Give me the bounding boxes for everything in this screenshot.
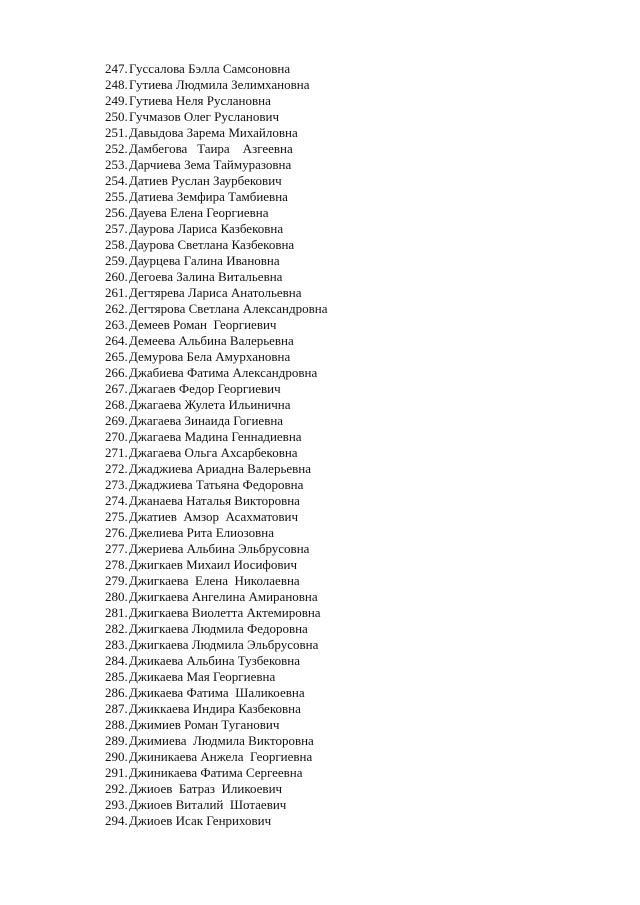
list-item-name: Дауева Елена Георгиевна [129, 205, 269, 220]
list-item-name: Джигкаева Ангелина Амирановна [129, 589, 318, 604]
list-item-number: 294. [105, 813, 128, 828]
list-item-name: Демеева Альбина Валерьевна [129, 333, 294, 348]
list-item-name: Джагаева Ольга Ахсарбековна [129, 445, 298, 460]
list-item-number: 275. [105, 509, 128, 524]
list-item-number: 267. [105, 381, 128, 396]
list-item-name: Демеев Роман Георгиевич [129, 317, 277, 332]
list-item [105, 61, 327, 77]
list-item-number: 276. [105, 525, 128, 540]
list-item [105, 189, 327, 205]
list-item-name: Дегоева Залина Витальевна [129, 269, 283, 284]
list-item-name: Демурова Бела Амурхановна [129, 349, 291, 364]
list-item-number: 289. [105, 733, 128, 748]
list-item-name: Джикаева Мая Георгиевна [129, 669, 276, 684]
list-item [105, 573, 327, 589]
list-item [105, 621, 327, 637]
list-item [105, 637, 327, 653]
list-item-name: Джатиев Амзор Асахматович [129, 509, 298, 524]
list-item-number: 281. [105, 605, 128, 620]
list-item [105, 381, 327, 397]
list-item-number: 269. [105, 413, 128, 428]
list-item [105, 797, 327, 813]
list-item-number: 247. [105, 61, 128, 76]
list-item-number: 280. [105, 589, 128, 604]
list-item-name: Джигкаева Виолетта Актемировна [129, 605, 321, 620]
list-item [105, 717, 327, 733]
list-item [105, 333, 327, 349]
list-item-number: 250. [105, 109, 128, 124]
list-item [105, 125, 327, 141]
list-item-name: Джигкаева Елена Николаевна [129, 573, 300, 588]
list-item-number: 256. [105, 205, 128, 220]
list-item [105, 349, 327, 365]
list-item-name: Джиникаева Анжела Георгиевна [129, 749, 313, 764]
list-item [105, 141, 327, 157]
list-item-name: Даурцева Галина Ивановна [129, 253, 280, 268]
list-item [105, 93, 327, 109]
list-item-name: Джанаева Наталья Викторовна [129, 493, 300, 508]
list-item-number: 282. [105, 621, 128, 636]
list-item-number: 251. [105, 125, 128, 140]
list-item [105, 285, 327, 301]
list-item [105, 749, 327, 765]
list-item-name: Джиккаева Индира Казбековна [129, 701, 301, 716]
list-item-name: Дегтярева Лариса Анатольевна [129, 285, 302, 300]
list-item-name: Джимиев Роман Туганович [129, 717, 280, 732]
list-item-name: Гутиева Людмила Зелимхановна [129, 77, 310, 92]
list-item-name: Гучмазов Олег Русланович [129, 109, 279, 124]
list-item-number: 288. [105, 717, 128, 732]
list-item-name: Джаджиева Ариадна Валерьевна [129, 461, 312, 476]
list-item-name: Гуссалова Бэлла Самсоновна [129, 61, 291, 76]
list-item-number: 268. [105, 397, 128, 412]
list-item-number: 262. [105, 301, 128, 316]
list-item-number: 283. [105, 637, 128, 652]
list-item-number: 266. [105, 365, 128, 380]
list-item [105, 413, 327, 429]
list-item-number: 249. [105, 93, 128, 108]
list-item-name: Джигкаева Людмила Эльбрусовна [129, 637, 319, 652]
list-item [105, 733, 327, 749]
list-item-name: Датиев Руслан Заурбекович [129, 173, 282, 188]
list-item-name: Джиоев Батраз Иликоевич [129, 781, 283, 796]
list-item-name: Джиникаева Фатима Сергеевна [129, 765, 303, 780]
list-item-number: 258. [105, 237, 128, 252]
list-item-number: 265. [105, 349, 128, 364]
list-item [105, 493, 327, 509]
list-item [105, 477, 327, 493]
list-item-number: 293. [105, 797, 128, 812]
list-item-number: 292. [105, 781, 128, 796]
list-item-name: Джагаева Жулета Ильинична [129, 397, 291, 412]
list-item-number: 284. [105, 653, 128, 668]
list-item-number: 274. [105, 493, 128, 508]
list-item-name: Даурова Лариса Казбековна [129, 221, 284, 236]
list-item-name: Даурова Светлана Казбековна [129, 237, 295, 252]
list-item [105, 221, 327, 237]
list-item-name: Давыдова Зарема Михайловна [129, 125, 298, 140]
list-item [105, 397, 327, 413]
list-item-name: Джагаева Мадина Геннадиевна [129, 429, 302, 444]
list-item-number: 285. [105, 669, 128, 684]
list-item [105, 365, 327, 381]
list-item [105, 173, 327, 189]
list-item-number: 270. [105, 429, 128, 444]
list-item-name: Джикаева Фатима Шаликоевна [129, 685, 305, 700]
list-item-number: 248. [105, 77, 128, 92]
list-item [105, 509, 327, 525]
list-item [105, 109, 327, 125]
list-item-number: 271. [105, 445, 128, 460]
list-item-number: 259. [105, 253, 128, 268]
list-item-number: 255. [105, 189, 128, 204]
list-item-number: 279. [105, 573, 128, 588]
list-item-number: 264. [105, 333, 128, 348]
list-item [105, 813, 327, 829]
list-item [105, 589, 327, 605]
list-item-number: 287. [105, 701, 128, 716]
list-item-name: Гутиева Неля Руслановна [129, 93, 271, 108]
list-item [105, 653, 327, 669]
list-item-name: Джиоев Виталий Шотаевич [129, 797, 287, 812]
list-item-number: 291. [105, 765, 128, 780]
list-item-name: Дегтярова Светлана Александровна [129, 301, 328, 316]
list-item [105, 461, 327, 477]
list-item-name: Джагаева Зинаида Гогиевна [129, 413, 284, 428]
name-list [105, 61, 327, 829]
list-item [105, 669, 327, 685]
list-item-name: Джериева Альбина Эльбрусовна [129, 541, 310, 556]
list-item-name: Джикаева Альбина Тузбековна [129, 653, 300, 668]
list-item-name: Джабиева Фатима Александровна [129, 365, 318, 380]
list-item [105, 77, 327, 93]
list-item [105, 605, 327, 621]
list-item [105, 269, 327, 285]
list-item [105, 301, 327, 317]
list-item [105, 765, 327, 781]
list-item-number: 277. [105, 541, 128, 556]
list-item [105, 541, 327, 557]
list-item-name: Джаджиева Татьяна Федоровна [129, 477, 304, 492]
list-item [105, 445, 327, 461]
list-item-name: Джиоев Исак Генрихович [129, 813, 272, 828]
list-item [105, 253, 327, 269]
list-item [105, 557, 327, 573]
list-item-name: Дарчиева Зема Таймуразовна [129, 157, 292, 172]
list-item-number: 261. [105, 285, 128, 300]
list-item-number: 253. [105, 157, 128, 172]
list-item-name: Джимиева Людмила Викторовна [129, 733, 314, 748]
list-item [105, 685, 327, 701]
list-item [105, 525, 327, 541]
list-item-number: 257. [105, 221, 128, 236]
list-item-number: 260. [105, 269, 128, 284]
list-item-number: 263. [105, 317, 128, 332]
list-item-number: 278. [105, 557, 128, 572]
list-item-number: 273. [105, 477, 128, 492]
list-item-number: 272. [105, 461, 128, 476]
list-item-number: 254. [105, 173, 128, 188]
list-item [105, 157, 327, 173]
list-item [105, 237, 327, 253]
list-item-name: Дамбегова Таира Азгеевна [129, 141, 293, 156]
list-item-name: Джигкаева Людмила Федоровна [129, 621, 308, 636]
list-item-number: 290. [105, 749, 128, 764]
list-item [105, 701, 327, 717]
list-item [105, 205, 327, 221]
list-item-name: Джигкаев Михаил Иосифович [129, 557, 297, 572]
list-item-number: 286. [105, 685, 128, 700]
list-item-name: Джагаев Федор Георгиевич [129, 381, 281, 396]
list-item-name: Джелиева Рита Елиозовна [129, 525, 275, 540]
list-item [105, 429, 327, 445]
list-item [105, 317, 327, 333]
list-item-name: Датиева Земфира Тамбиевна [129, 189, 288, 204]
list-item [105, 781, 327, 797]
list-item-number: 252. [105, 141, 128, 156]
